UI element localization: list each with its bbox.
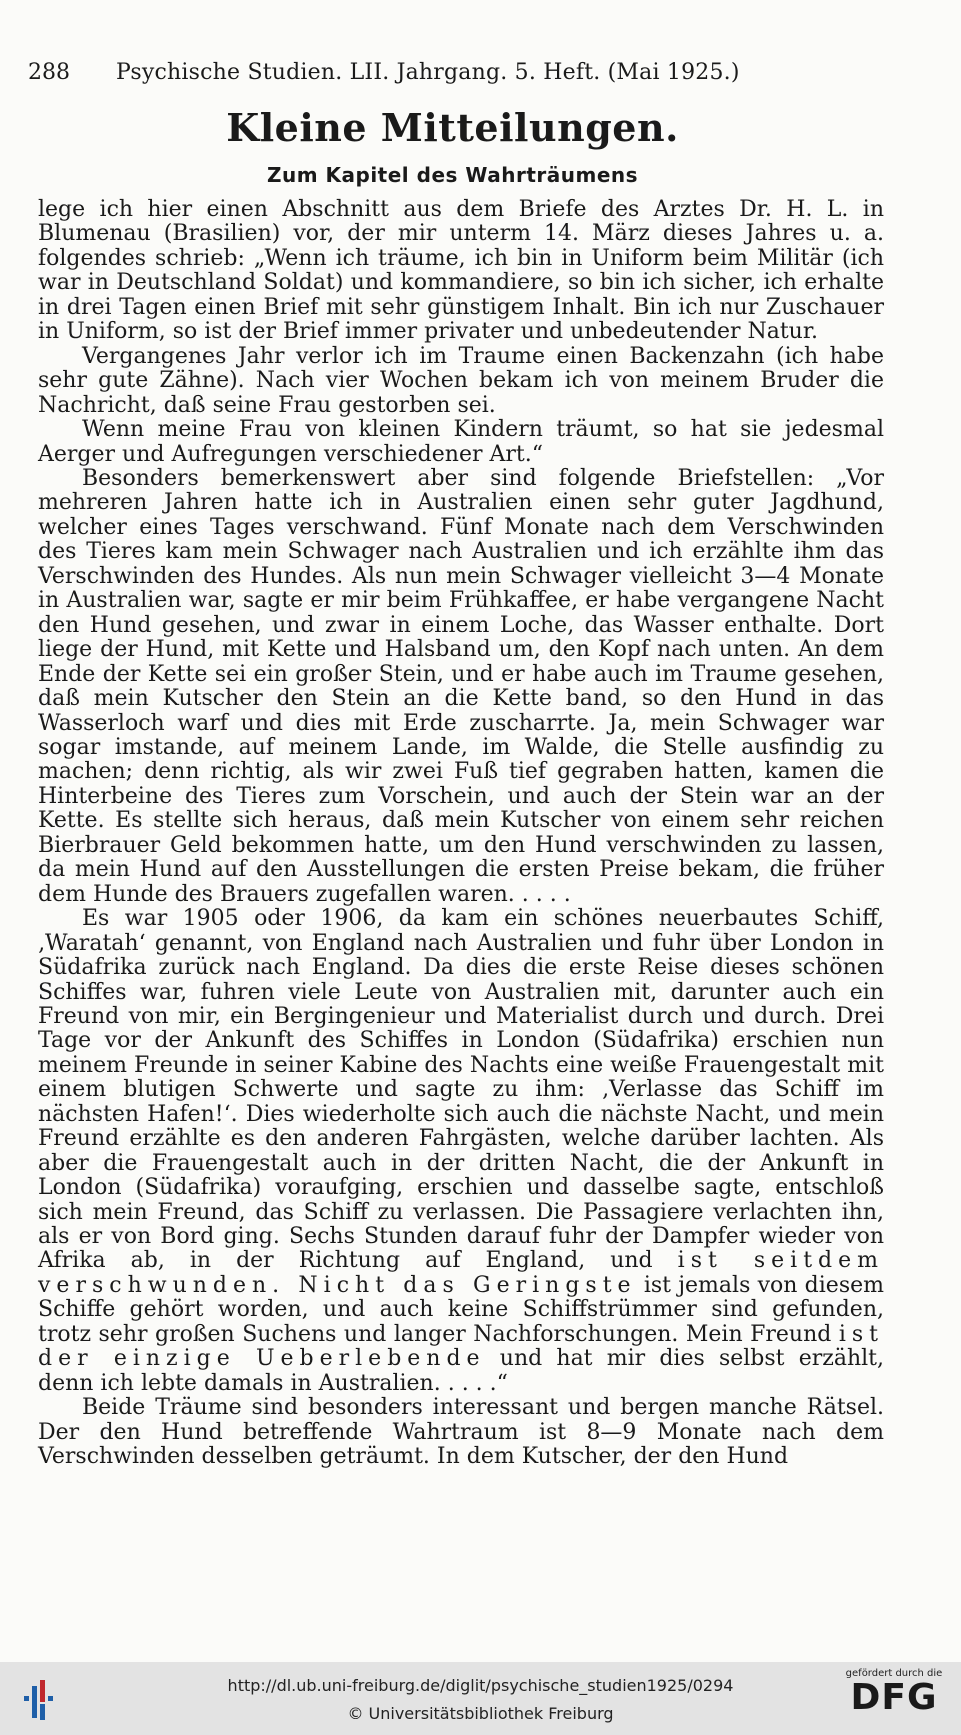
copyright-notice: © Universitätsbibliothek Freiburg bbox=[347, 1704, 614, 1723]
paragraph-5 bbox=[38, 907, 884, 1396]
emphasis-spaced-2: ist der einzige Ueberlebende bbox=[38, 1321, 885, 1372]
emphasis-spaced-1: ist seitdem verschwunden. Nicht das Geringste bbox=[38, 1248, 884, 1298]
paragraph-3: Wenn meine Frau von kleinen Kindern träumt, so hat sie jedesmal Aerger und Aufregungen verschiedener Art.“ bbox=[38, 417, 884, 467]
footer-bar bbox=[0, 1662, 961, 1735]
section-title: Kleine Mitteilungen. bbox=[226, 105, 679, 150]
source-url-link[interactable]: http://dl.ub.uni-freiburg.de/diglit/psychische_studien1925/0294 bbox=[227, 1676, 734, 1695]
paragraph-5-middle: ist jemals von diesem Schiffe gehört worden, und auch keine Schiffstrümmer sind gefunden, trotz sehr großen Suchens und langer Nachforschungen. Mein Freund bbox=[38, 1272, 884, 1347]
running-head bbox=[28, 60, 818, 85]
dfg-funding-label: gefördert durch die bbox=[845, 1668, 943, 1679]
article-body bbox=[38, 198, 884, 1470]
article-subtitle: Zum Kapitel des Wahrträumens bbox=[266, 163, 639, 187]
paragraph-5-end: und hat mir dies selbst erzählt, denn ich lebte damals in Australien. . . . .“ bbox=[38, 1346, 884, 1396]
dfg-logo bbox=[839, 1668, 949, 1717]
paragraph-4: Besonders bemerkenswert aber sind folgende Briefstellen: „Vor mehreren Jahren hatte ich in Australien einen sehr guter Jagdhund, welcher eines Tages verschwand. Fünf Monate nach dem Verschwinden des Tieres kam mein Schwager nach Australien und ich erzählte ihm das Verschwinden des Hundes. Als nun mein Schwager vielleicht 3—4 Monate in Australien war, sagte er mir beim Frühkaffee, er habe vergangene Nacht den Hund gesehen, und zwar in einem Loche, das Wasser enthalte. Dort liege der Hund, mit Kette und Halsband um, den Kopf nach unten. An dem Ende der Kette sei ein großer Stein, und er habe auch im Traume gesehen, daß mein Kutscher den Stein an die Kette band, so den Hund in das Wasserloch warf und dies mit Erde zuscharrte. Ja, mein Schwager war sogar imstande, auf meinem Lande, im Walde, die Stelle ausfindig zu machen; denn richtig, als wir zwei Fuß tief gegraben hatten, kamen die Hinterbeine des Tieres zum Vorschein, und auch der Stein war an der Kette. Es stellte sich heraus, daß mein Kutscher von einem sehr reichen Bierbrauer Geld bekommen hatte, um den Hund verschwinden zu lassen, da mein Hund auf den Ausstellungen die ersten Preise bekam, die früher dem Hunde des Brauers zugefallen waren. . . . . bbox=[38, 465, 884, 907]
paragraph-6: Beide Träume sind besonders interessant und bergen manche Rätsel. Der den Hund betreffende Wahrtraum ist 8—9 Monate nach dem Verschwinden desselben geträumt. In dem Kutscher, der den Hund bbox=[38, 1395, 884, 1470]
journal-title: Psychische Studien. LII. Jahrgang. 5. Heft. (Mai 1925.) bbox=[116, 60, 740, 85]
paragraph-5-start: Es war 1905 oder 1906, da kam ein schönes neuerbautes Schiff, ‚Waratah‘ genannt, von England nach Australien und fuhr über London in Südafrika zurück nach England. Da dies die erste Reise dieses schönen Schiffes war, fuhren viele Leute von Australien mit, darunter auch ein Freund von mir, ein Bergingenieur und Materialist durch und durch. Drei Tage vor der Ankunft des Schiffes in London (Südafrika) erschien nun meinem Freunde in seiner Kabine des Nachts eine weiße Frauengestalt mit einem blutigen Schwerte und sagte zu ihm: ‚Verlasse das Schiff im nächsten Hafen!‘. Dies wiederholte sich auch die nächste Nacht, und mein Freund erzählte es den anderen Fahrgästen, welche darüber lachten. Als aber die Frauengestalt auch in der dritten Nacht, die der Ankunft in London (Südafrika) voraufging, erschien und dasselbe sagte, entschloß sich mein Freund, das Schiff zu verlassen. Die Passagiere verlachten ihn, als er von Bord ging. Sechs Stunden darauf fuhr der Dampfer wieder von Afrika ab, in der Richtung auf England, und bbox=[38, 906, 884, 1274]
paragraph-2: Vergangenes Jahr verlor ich im Traume einen Backenzahn (ich habe sehr gute Zähne). Nach vier Wochen bekam ich von meinem Bruder die Nachricht, daß seine Frau gestorben sei. bbox=[38, 343, 884, 418]
dfg-wordmark: DFG bbox=[850, 1677, 938, 1718]
paragraph-1: lege ich hier einen Abschnitt aus dem Briefe des Arztes Dr. H. L. in Blumenau (Brasilien) vor, der mir unterm 14. März dieses Jahres u. a. folgendes schrieb: „Wenn ich träume, ich bin in Uniform beim Militär (ich war in Deutschland Soldat) und kommandiere, so bin ich sicher, ich erhalte in drei Tagen einen Brief mit sehr günstigem Inhalt. Bin ich nur Zuschauer in Uniform, so ist der Brief immer privater und unbedeutender Natur. bbox=[38, 197, 884, 345]
page-number: 288 bbox=[28, 60, 70, 85]
